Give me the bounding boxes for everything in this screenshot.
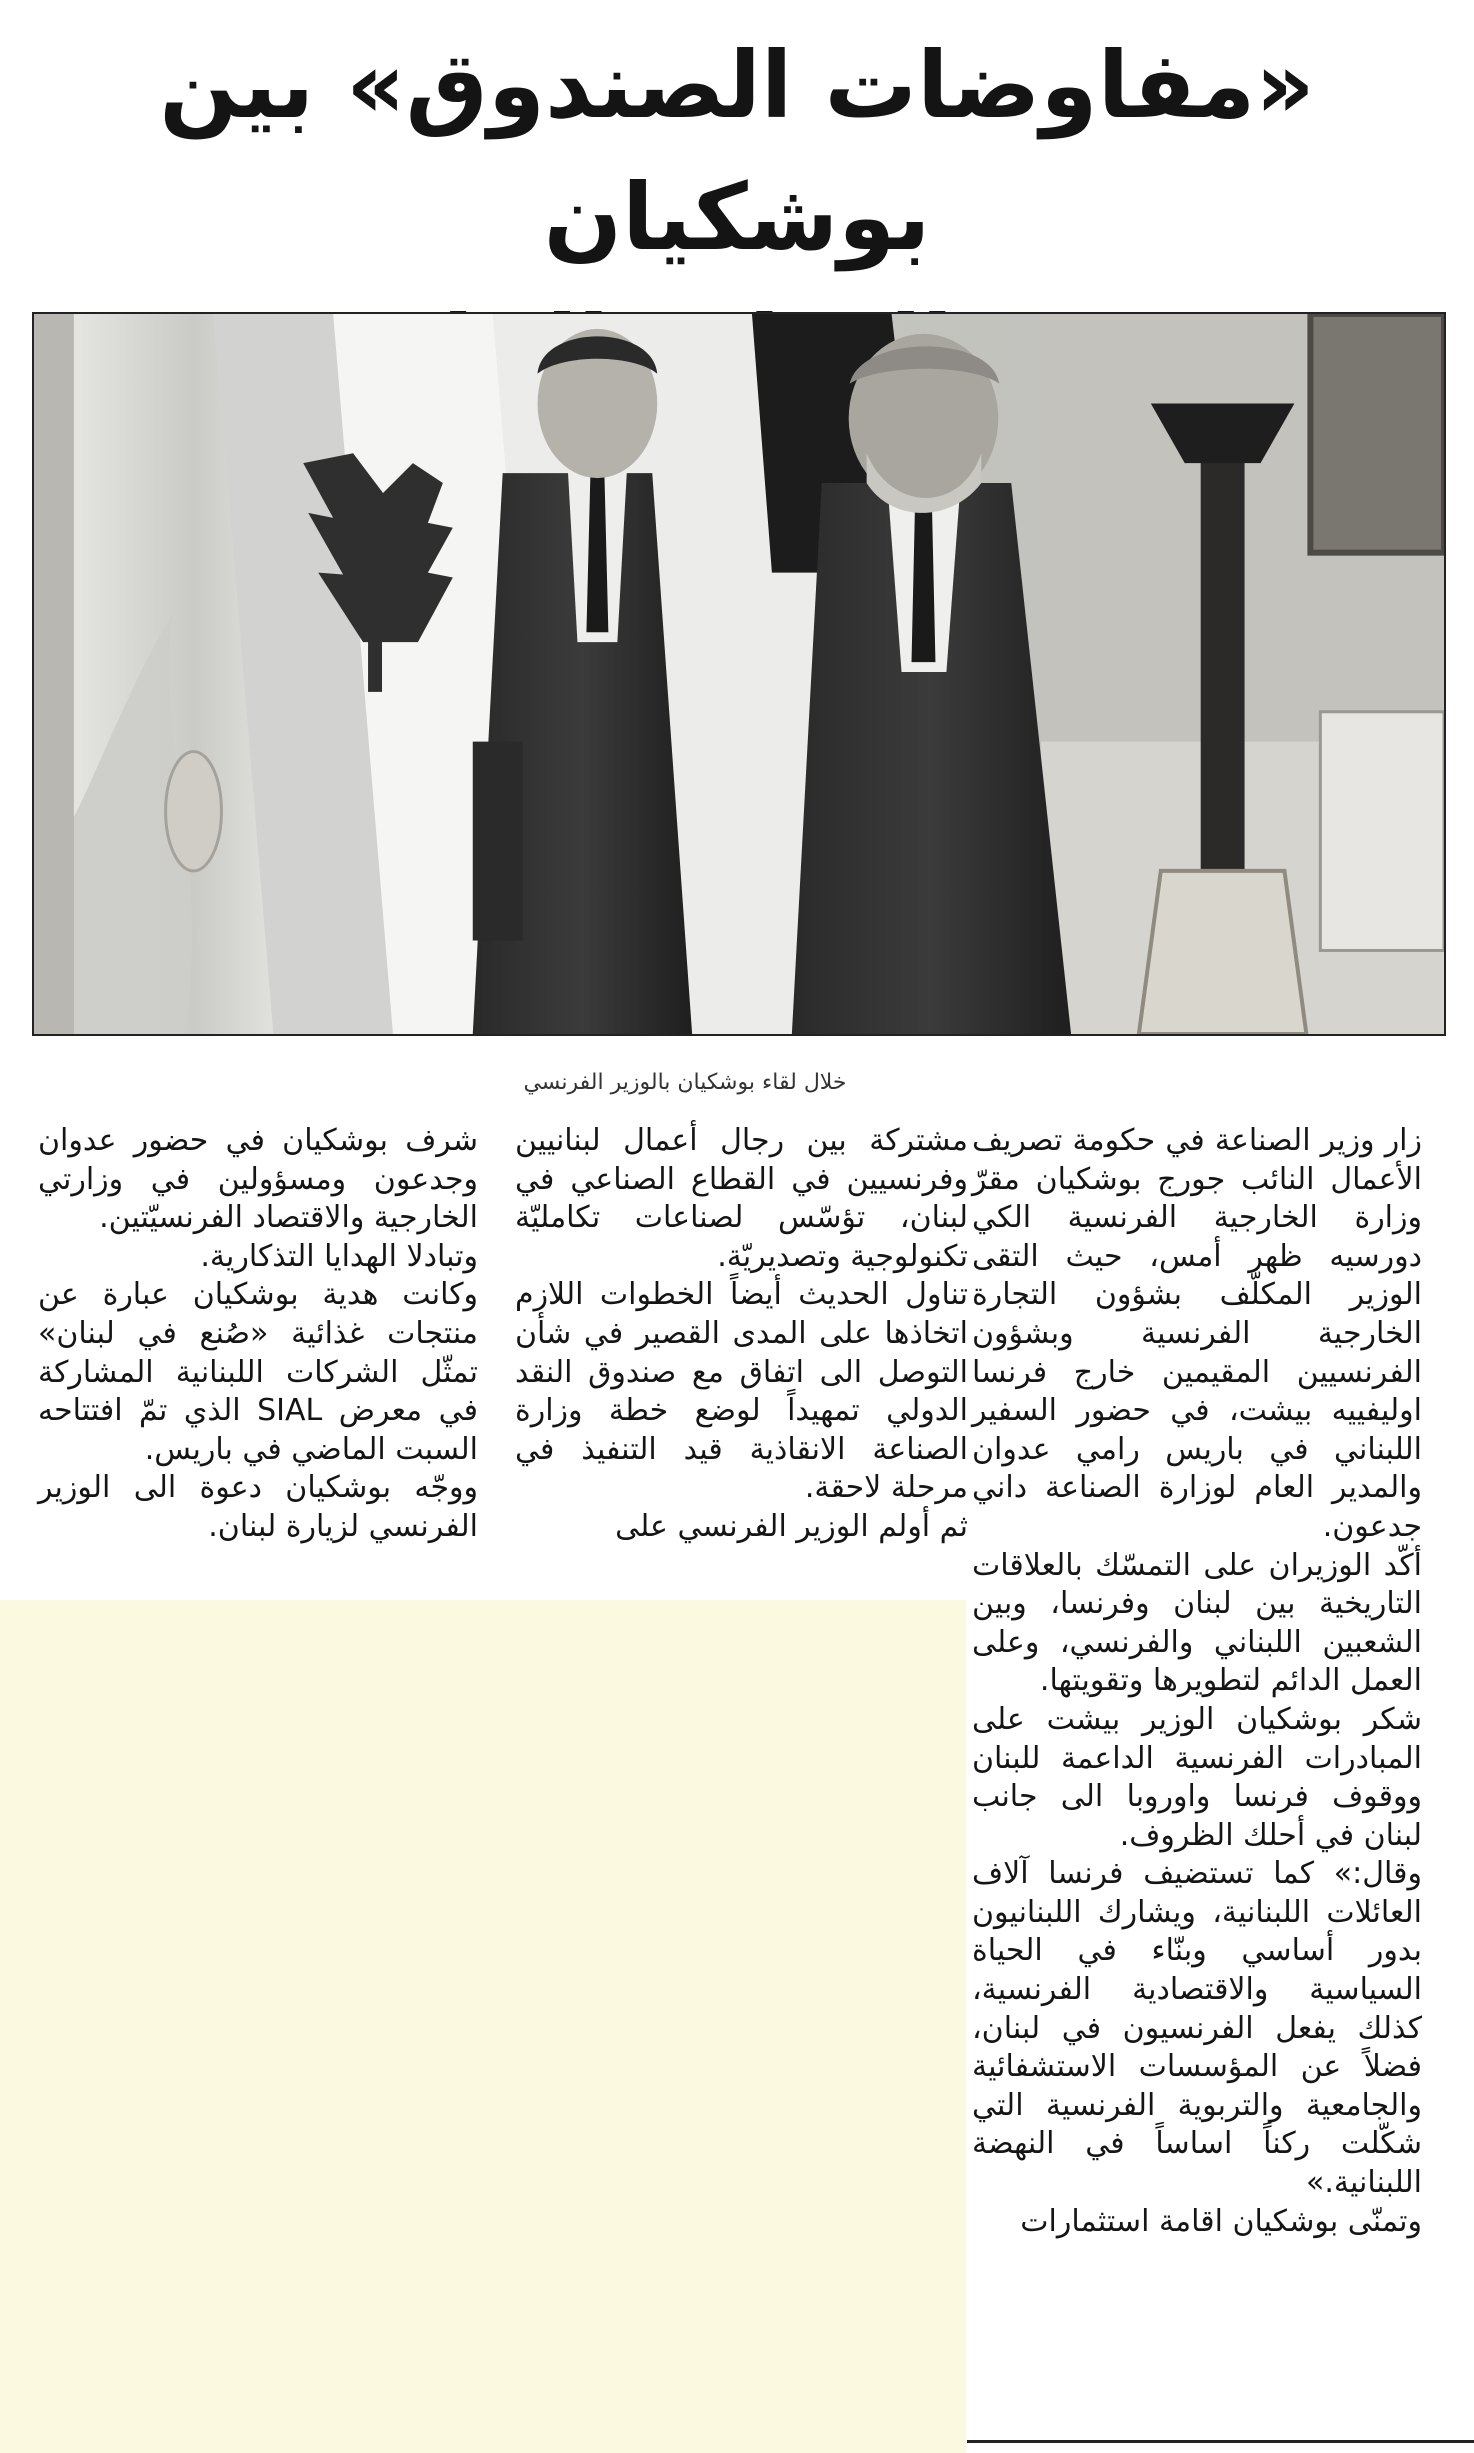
curtain-edge xyxy=(34,314,74,1034)
paragraph: أكّد الوزيران على التمسّك بالعلاقات التاريخية بين لبنان وفرنسا، وبين الشعبين اللبناني والفرنسي، وعلى العمل الدائم لتطويرها وتقويتها. xyxy=(972,1547,1422,1699)
article-column-2 xyxy=(515,1122,968,1547)
paragraph: وتبادلا الهدايا التذكارية. xyxy=(200,1238,478,1274)
paragraph: وتمنّى بوشكيان اقامة استثمارات xyxy=(1020,2203,1422,2239)
paragraph: شرف بوشكيان في حضور عدوان وجدعون ومسؤولين في وزارتي الخارجية والاقتصاد الفرنسيّتين. xyxy=(38,1123,478,1236)
paragraph: مشتركة بين رجال أعمال لبنانيين وفرنسيين في القطاع الصناعي في لبنان، تؤسّس لصناعات تكامليّة تكنولوجية وتصديريّة. xyxy=(515,1123,968,1274)
article-column-1 xyxy=(972,1122,1422,2241)
article-column-3 xyxy=(38,1122,478,1547)
bottom-rule xyxy=(967,2440,1474,2443)
tassel xyxy=(166,752,222,871)
article-photo xyxy=(32,312,1446,1036)
side-table xyxy=(1320,712,1444,951)
paragraph: ثم أولم الوزير الفرنسي على xyxy=(615,1508,968,1544)
pedestal-base xyxy=(1139,871,1307,1034)
cedar-trunk xyxy=(368,632,382,692)
paragraph: شكر بوشكيان الوزير بيشت على المبادرات الفرنسية الداعمة للبنان ووقوف فرنسا واوروبا الى جانب لبنان في أحلك الظروف. xyxy=(972,1701,1422,1853)
paragraph: ووجّه بوشكيان دعوة الى الوزير الفرنسي لزيارة لبنان. xyxy=(38,1470,478,1544)
headline-line-1: «مفاوضات الصندوق» بين بوشكيان xyxy=(159,32,1315,271)
paragraph: وكانت هدية بوشكيان عبارة عن منتجات غذائية «صُنع في لبنان» تمثّل الشركات اللبنانية المشاركة في معرض SIAL الذي تمّ افتتاحه السبت الماضي في باريس. xyxy=(38,1277,478,1467)
empty-highlight-area xyxy=(0,1600,966,2453)
pedestal-column xyxy=(1201,443,1245,920)
meeting-photo-illustration xyxy=(34,314,1444,1034)
paragraph: وقال:» كما تستضيف فرنسا آلاف العائلات اللبنانية، ويشارك اللبنانيون بدور أساسي وبنّاء في الحياة السياسية والاقتصادية الفرنسية، كذلك يفعل الفرنسيون في لبنان، فضلاً عن المؤسسات الاستشفائية والجامعية والتربوية الفرنسية التي شكّلت ركناً اساساً في النهضة اللبنانية.» xyxy=(972,1856,1422,2201)
photo-caption: خلال لقاء بوشكيان بالوزير الفرنسي xyxy=(523,1070,847,1095)
painting-frame xyxy=(1310,314,1444,553)
paragraph: تناول الحديث أيضاً الخطوات اللازم اتخاذها على المدى القصير في شأن التوصل الى اتفاق مع صندوق النقد الدولي تمهيداً لوضع خطة وزارة الصناعة الانقاذية قيد التنفيذ في مرحلة لاحقة. xyxy=(515,1277,968,1506)
paragraph: زار وزير الصناعة في حكومة تصريف الأعمال النائب جورج بوشكيان مقرّ وزارة الخارجية الفرنسية الكي دورسيه ظهر أمس، حيث التقى الوزير المكلّف بشؤون التجارة الخارجية الفرنسية وبشؤون الفرنسيين المقيمين خارج فرنسا اوليفييه بيشت، في حضور السفير اللبناني في باريس رامي عدوان والمدير العام لوزارة الصناعة داني جدعون. xyxy=(972,1123,1422,1544)
